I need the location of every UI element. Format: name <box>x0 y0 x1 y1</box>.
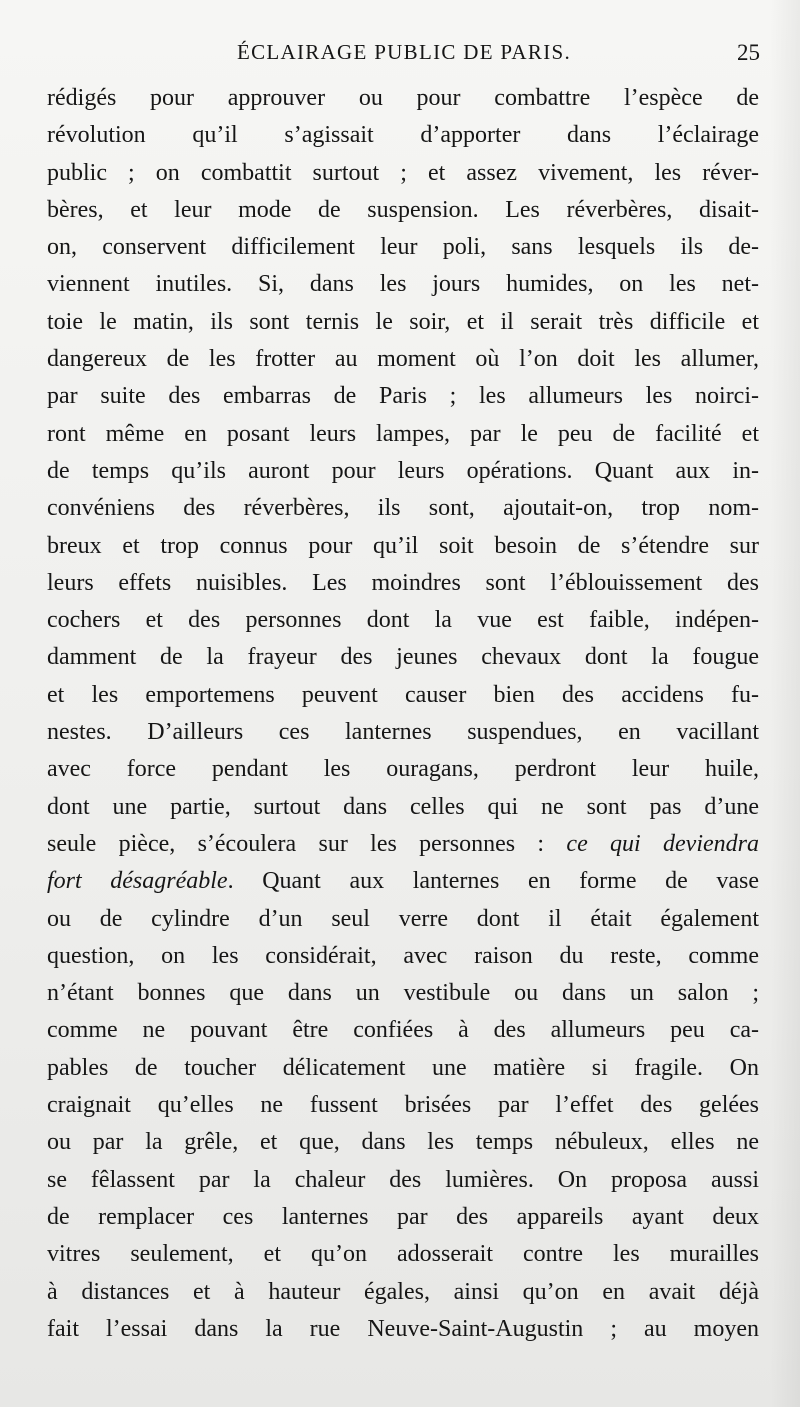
page-header <box>48 34 760 68</box>
line-text: damment de la frayeur des jeunes chevaux dont la fougue <box>47 644 759 671</box>
text-line <box>47 80 759 117</box>
text-line <box>47 602 759 639</box>
text-line <box>47 938 759 975</box>
text-line <box>47 1087 759 1124</box>
line-text: fait l’essai dans la rue Neuve-Saint-Augustin ; au moyen <box>47 1315 759 1342</box>
line-text: dont une partie, surtout dans celles qui ne sont pas d’une <box>47 793 759 820</box>
line-text: toie le matin, ils sont ternis le soir, et il serait très difficile et <box>47 308 759 335</box>
line-text: on, conservent difficilement leur poli, sans lesquels ils de- <box>47 234 759 261</box>
text-line <box>47 155 759 192</box>
line-text: . Quant aux lanternes en forme de vase <box>227 868 759 895</box>
text-line <box>47 1124 759 1161</box>
text-line <box>47 1162 759 1199</box>
text-line <box>47 789 759 826</box>
line-text: question, on les considérait, avec raison du reste, comme <box>47 942 759 969</box>
text-line <box>47 229 759 266</box>
text-line <box>47 1050 759 1087</box>
line-text: par suite des embarras de Paris ; les allumeurs les noirci- <box>47 383 759 410</box>
text-line <box>47 192 759 229</box>
line-text: pables de toucher délicatement une matière si fragile. On <box>47 1054 759 1081</box>
italic-text: fort désagréable <box>47 868 228 895</box>
text-line <box>47 1311 759 1348</box>
line-text: breux et trop connus pour qu’il soit besoin de s’étendre sur <box>47 532 759 559</box>
page-edge-shadow <box>770 0 800 1407</box>
text-line <box>47 341 759 378</box>
line-text: viennent inutiles. Si, dans les jours humides, on les net- <box>47 271 759 298</box>
line-text: de remplacer ces lanternes par des appareils ayant deux <box>47 1203 759 1230</box>
line-text: bères, et leur mode de suspension. Les réverbères, disait- <box>47 196 759 223</box>
text-line <box>47 1012 759 1049</box>
text-line <box>47 528 759 565</box>
text-line <box>47 639 759 676</box>
text-line <box>47 565 759 602</box>
line-text: comme ne pouvant être confiées à des allumeurs peu ca- <box>47 1017 759 1044</box>
text-line <box>47 1274 759 1311</box>
text-line <box>47 304 759 341</box>
line-text: ou de cylindre d’un seul verre dont il était également <box>47 905 759 932</box>
line-text: dangereux de les frotter au moment où l’on doit les allumer, <box>47 346 759 373</box>
line-text: public ; on combattit surtout ; et assez vivement, les réver- <box>47 159 759 186</box>
text-line <box>47 714 759 751</box>
italic-text: ce qui deviendra <box>566 830 759 857</box>
text-line <box>47 378 759 415</box>
text-line <box>47 453 759 490</box>
line-text: cochers et des personnes dont la vue est faible, indépen- <box>47 607 759 634</box>
text-line <box>47 901 759 938</box>
text-line <box>47 677 759 714</box>
line-text: révolution qu’il s’agissait d’apporter dans l’éclairage <box>47 122 759 149</box>
text-line <box>47 490 759 527</box>
line-text: leurs effets nuisibles. Les moindres sont l’éblouissement des <box>47 569 759 596</box>
line-text: n’étant bonnes que dans un vestibule ou dans un salon ; <box>47 980 759 1007</box>
page-number: 25 <box>737 40 760 65</box>
text-line <box>47 416 759 453</box>
line-text: ou par la grêle, et que, dans les temps nébuleux, elles ne <box>47 1129 759 1156</box>
line-text: ront même en posant leurs lampes, par le peu de facilité et <box>47 420 759 447</box>
line-text: et les emportemens peuvent causer bien des accidens fu- <box>47 681 759 708</box>
text-line <box>47 863 759 900</box>
text-line <box>47 826 759 863</box>
text-line <box>47 751 759 788</box>
text-line <box>47 1236 759 1273</box>
line-text: vitres seulement, et qu’on adosserait contre les murailles <box>47 1241 759 1268</box>
text-line <box>47 1199 759 1236</box>
line-text: avec force pendant les ouragans, perdront leur huile, <box>47 756 759 783</box>
line-text: de temps qu’ils auront pour leurs opérations. Quant aux in- <box>47 457 759 484</box>
running-head: ÉCLAIRAGE PUBLIC DE PARIS. <box>236 40 572 64</box>
text-line <box>47 117 759 154</box>
text-line <box>47 266 759 303</box>
line-text: rédigés pour approuver ou pour combattre l’espèce de <box>47 85 759 111</box>
line-text: craignait qu’elles ne fussent brisées par l’effet des gelées <box>47 1092 759 1119</box>
line-text: se fêlassent par la chaleur des lumières. On proposa aussi <box>47 1166 759 1193</box>
line-text: seule pièce, s’écoulera sur les personnes : <box>47 830 567 857</box>
line-text: à distances et à hauteur égales, ainsi qu’on en avait déjà <box>47 1278 759 1305</box>
text-line <box>47 975 759 1012</box>
body-text <box>47 80 759 1348</box>
line-text: convéniens des réverbères, ils sont, ajoutait-on, trop nom- <box>47 495 759 522</box>
line-text: nestes. D’ailleurs ces lanternes suspendues, en vacillant <box>47 719 759 746</box>
